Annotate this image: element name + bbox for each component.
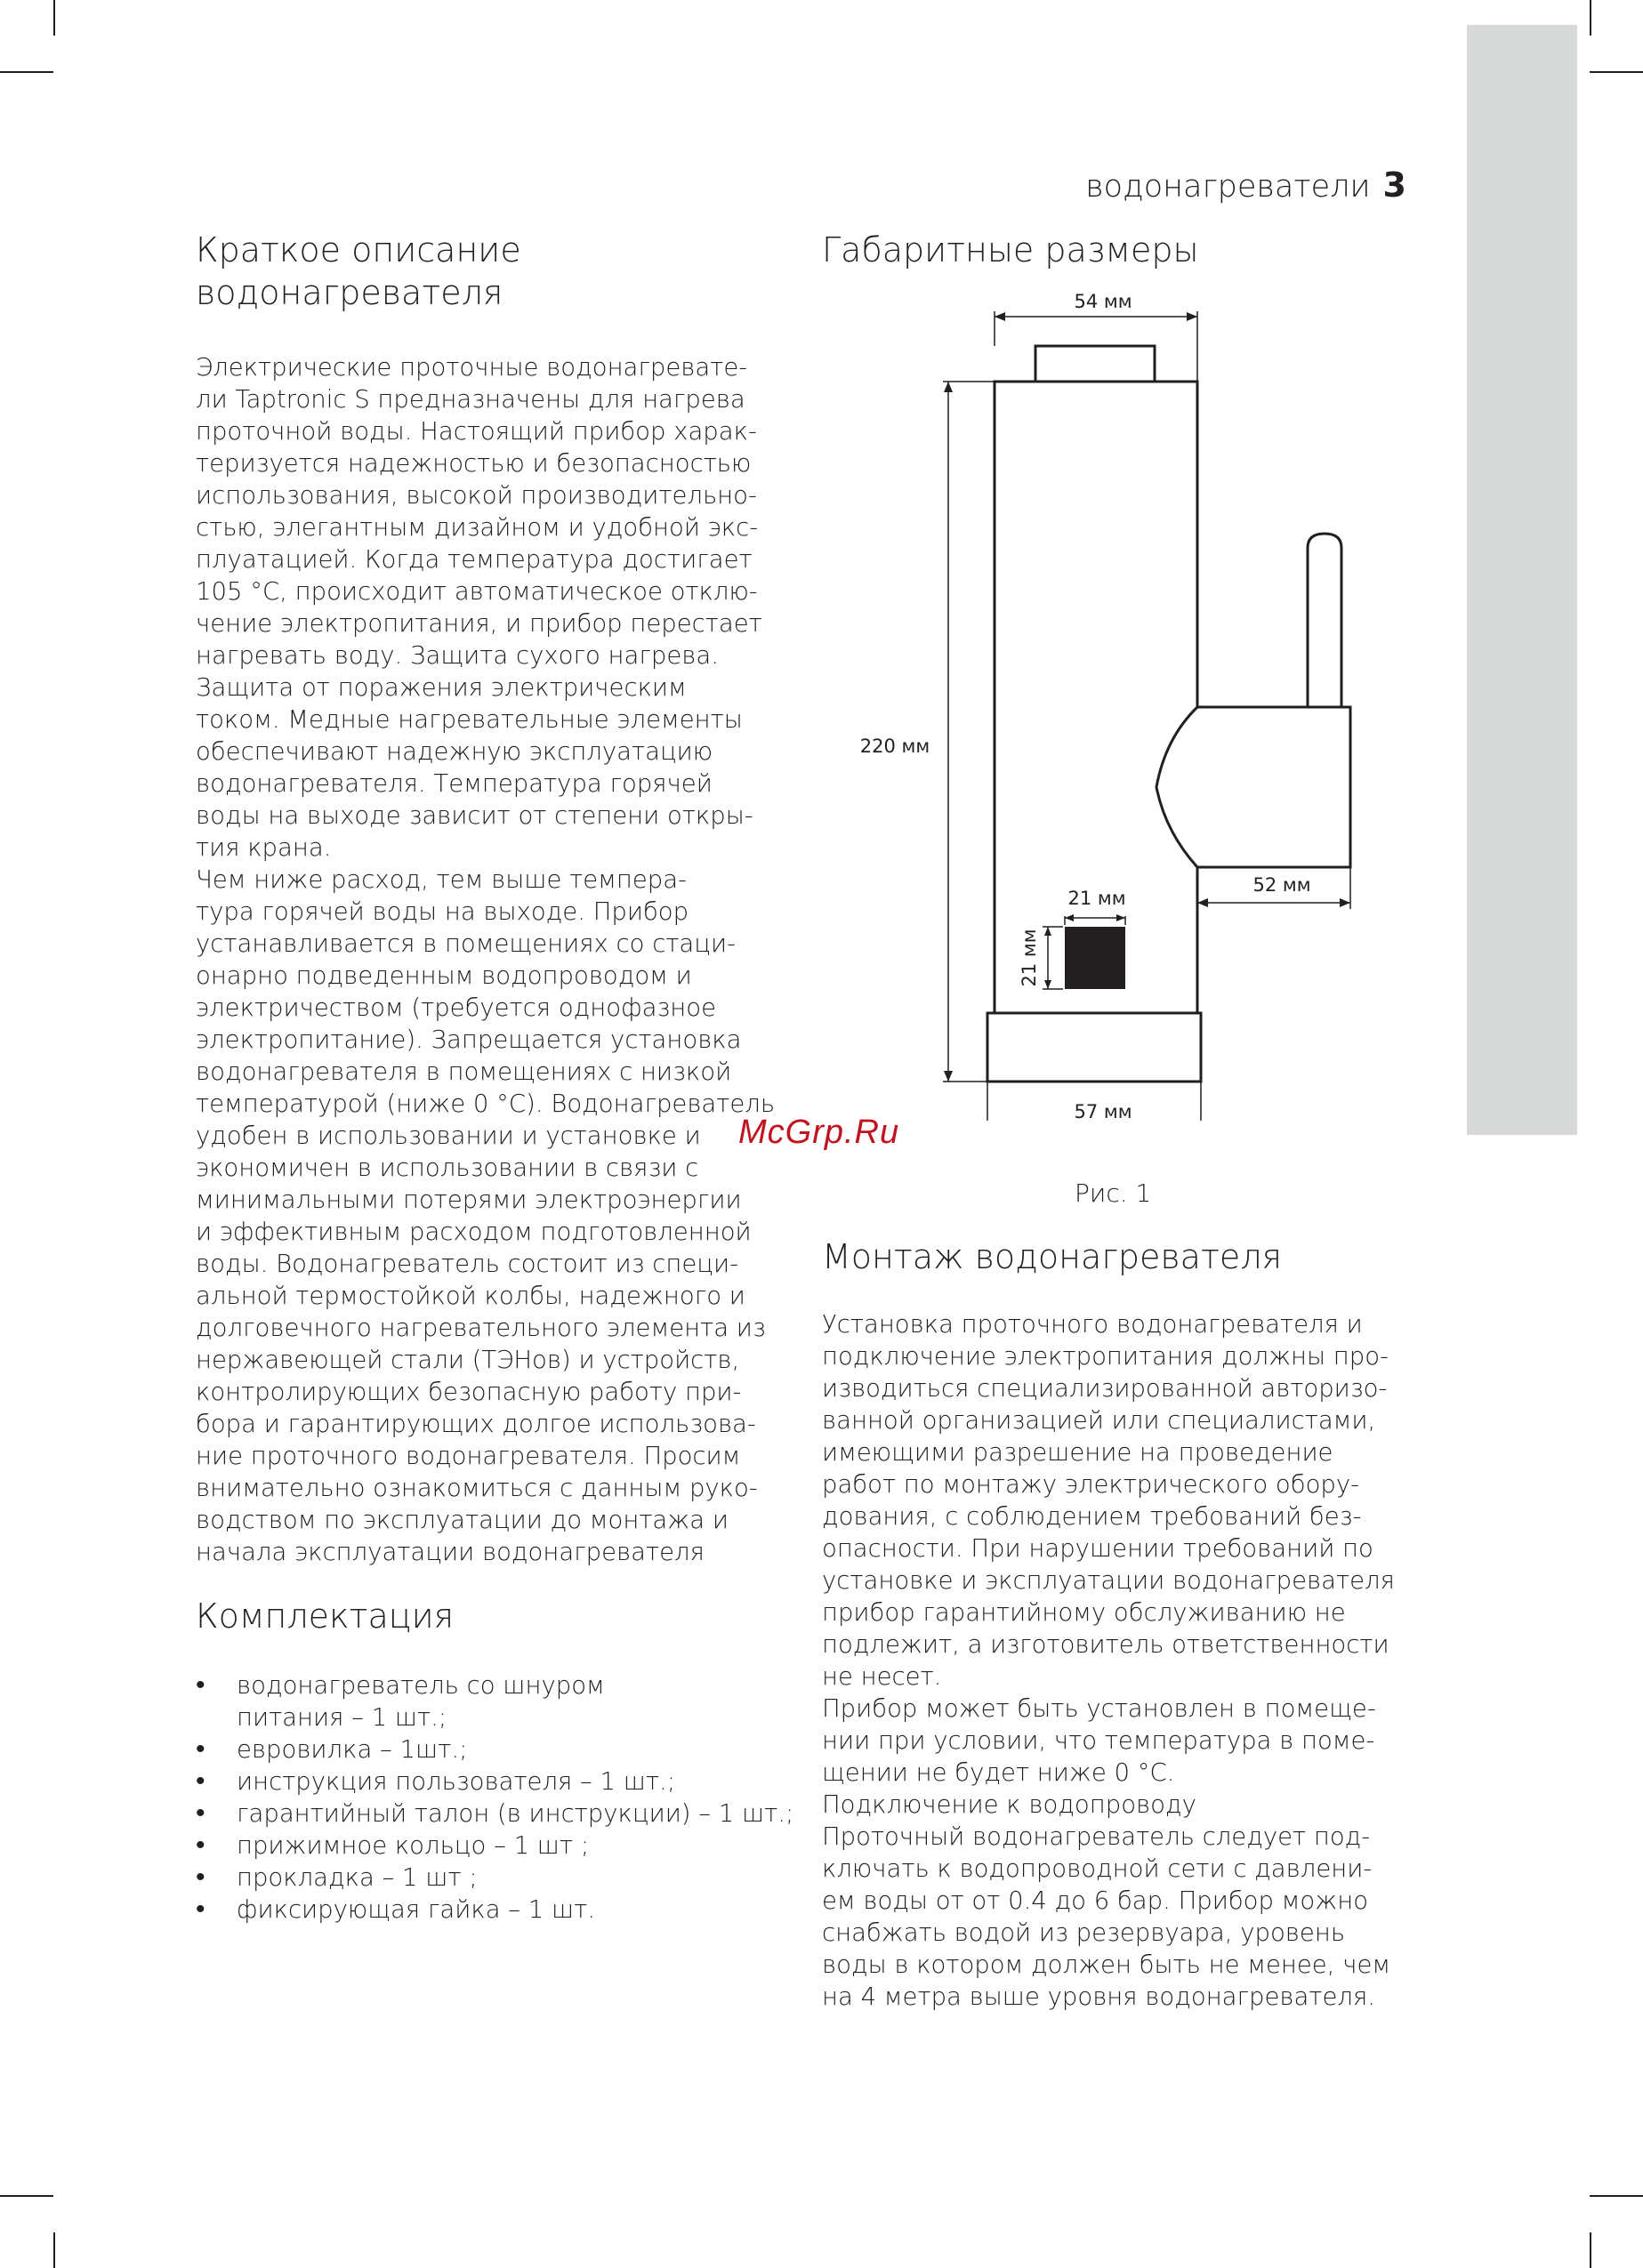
crop-mark <box>0 2195 53 2197</box>
description-body <box>196 351 809 1568</box>
display-height-label: 21 мм <box>1019 929 1040 987</box>
dimensions-section <box>822 229 1418 271</box>
text-line: проточной воды. Настоящий прибор харак- <box>196 417 757 446</box>
kit-item-text: • прижимное кольцо – 1 шт ; <box>237 1831 590 1860</box>
kit-item-text: • водонагреватель со шнуром <box>237 1671 605 1700</box>
kit-list <box>196 1669 809 1926</box>
crop-mark <box>1590 71 1643 73</box>
kit-item-text: • евровилка – 1шт.; <box>237 1735 468 1764</box>
section-name: водонагреватели <box>1085 169 1371 205</box>
display-square <box>1065 927 1125 989</box>
text-line: Защита от поражения электрическим <box>196 673 687 702</box>
installation-body <box>822 1308 1418 2013</box>
text-line: не несет. <box>822 1662 942 1691</box>
text-line: воды. Водонагреватель состоит из специ- <box>196 1250 739 1278</box>
section-tab <box>1467 25 1577 1135</box>
spout-body <box>1156 707 1350 867</box>
description-section <box>196 229 809 1568</box>
description-title: Краткое описание водонагревателя <box>196 230 521 312</box>
spout-pipe <box>1308 534 1341 707</box>
text-line: устанавливается в помещениях со стаци- <box>196 929 737 958</box>
text-line: водством по эксплуатации до монтажа и <box>196 1506 729 1534</box>
kit-item <box>196 1669 809 1733</box>
kit-item-text: питания – 1 шт.; <box>237 1703 447 1732</box>
kit-item <box>196 1830 809 1862</box>
text-line: Проточный водонагреватель следует под- <box>822 1822 1371 1851</box>
dimensions-title: Габаритные размеры <box>822 230 1199 269</box>
text-line: Чем ниже расход, тем выше темпера- <box>196 865 688 894</box>
top-cap <box>1035 346 1155 382</box>
text-line: Электрические проточные водонагревате- <box>196 353 748 382</box>
text-line: электропитание). Запрещается установка <box>196 1025 742 1054</box>
text-line: температурой (ниже 0 °С). Водонагреватель <box>196 1090 776 1118</box>
text-line: начала эксплуатации водонагревателя <box>196 1538 705 1566</box>
kit-title: Комплектация <box>196 1596 455 1636</box>
text-line: внимательно ознакомиться с данным руко- <box>196 1474 758 1502</box>
text-line: нагревать воду. Защита сухого нагрева. <box>196 641 719 670</box>
text-line: подлежит, а изготовитель ответственности <box>822 1630 1389 1659</box>
heater-base <box>987 1013 1201 1082</box>
text-line: бора и гарантирующих долгое использова- <box>196 1410 756 1438</box>
crop-mark <box>0 71 53 73</box>
text-line: щении не будет ниже 0 °С. <box>822 1758 1175 1787</box>
text-line: Установка проточного водонагревателя и <box>822 1310 1363 1339</box>
text-line: работ по монтажу электрического обору- <box>822 1470 1360 1499</box>
text-line: Прибор может быть установлен в помеще- <box>822 1694 1376 1723</box>
text-line: теризуется надежностью и безопасностью <box>196 449 752 478</box>
text-line: и эффективным расходом подготовленной <box>196 1218 752 1246</box>
text-line: плуатацией. Когда температура достигает <box>196 545 753 574</box>
crop-mark <box>1590 0 1591 36</box>
text-line: обеспечивают надежную эксплуатацию <box>196 737 713 766</box>
watermark: McGrp.Ru <box>738 1114 900 1151</box>
dimensions-figure <box>836 285 1370 1121</box>
crop-mark <box>1590 2195 1643 2197</box>
kit-item <box>196 1765 809 1798</box>
text-line: воды на выходе зависит от степени откры- <box>196 801 753 830</box>
text-line: ванной организацией или специалистами, <box>822 1406 1376 1435</box>
text-line: долговечного нагревательного элемента из <box>196 1314 766 1342</box>
width-base-label: 57 мм <box>1074 1101 1132 1121</box>
text-line: ние проточного водонагревателя. Просим <box>196 1442 741 1470</box>
text-line: изводиться специализированной авторизо- <box>822 1374 1388 1403</box>
text-line: удобен в использовании и установке и <box>196 1122 701 1150</box>
text-line: контролирующих безопасную работу при- <box>196 1378 742 1406</box>
text-line: ключать к водопроводной сети с давлени- <box>822 1854 1373 1883</box>
text-line: водонагревателя. Температура горячей <box>196 769 713 798</box>
text-line: экономичен в использовании в связи с <box>196 1154 699 1182</box>
installation-section <box>822 1235 1418 2013</box>
display-width-label: 21 мм <box>1067 888 1126 909</box>
text-line: током. Медные нагревательные элементы <box>196 705 743 734</box>
text-line: тия крана. <box>196 833 332 862</box>
text-line: использования, высокой производительно- <box>196 481 757 510</box>
text-line: Подключение к водопроводу <box>822 1790 1196 1819</box>
text-line: стью, элегантным дизайном и удобной экс- <box>196 513 759 542</box>
text-line: альной термостойкой колбы, надежного и <box>196 1282 745 1310</box>
text-line: нии при условии, что температура в поме- <box>822 1726 1375 1755</box>
kit-item <box>196 1798 809 1830</box>
text-line: онарно подведенным водопроводом и <box>196 961 692 990</box>
text-line: снабжать водой из резервуара, уровень <box>822 1918 1346 1947</box>
text-line: установке и эксплуатации водонагревателя <box>822 1566 1395 1595</box>
text-line: водонагревателя в помещениях с низкой <box>196 1058 732 1086</box>
page-number: 3 <box>1382 165 1406 205</box>
height-label: 220 мм <box>859 736 930 757</box>
kit-item-text: • гарантийный талон (в инструкции) – 1 шт.; <box>237 1799 794 1828</box>
kit-item-text: • фиксирующая гайка – 1 шт. <box>237 1895 596 1924</box>
text-line: воды в котором должен быть не менее, чем <box>822 1950 1391 1979</box>
text-line: тура горячей воды на выходе. Прибор <box>196 897 689 926</box>
figure-caption: Рис. 1 <box>1075 1178 1152 1208</box>
text-line: 105 °С, происходит автоматическое отклю- <box>196 577 758 606</box>
text-line: прибор гарантийному обслуживанию не <box>822 1598 1346 1627</box>
kit-section <box>196 1595 809 1926</box>
text-line: дования, с соблюдением требований без- <box>822 1502 1362 1531</box>
crop-mark <box>53 0 55 36</box>
text-line: опасности. При нарушении требований по <box>822 1534 1373 1563</box>
crop-mark <box>53 2232 55 2268</box>
text-line: подключение электропитания должны про- <box>822 1342 1389 1371</box>
kit-item <box>196 1894 809 1926</box>
kit-item-text: • прокладка – 1 шт ; <box>237 1863 478 1892</box>
running-header <box>1085 165 1406 205</box>
text-line: ли Taptronic S предназначены для нагрева <box>196 385 745 414</box>
text-line: имеющими разрешение на проведение <box>822 1438 1333 1467</box>
text-line: ем воды от от 0.4 до 6 бар. Прибор можно <box>822 1886 1369 1915</box>
text-line: минимальными потерями электроэнергии <box>196 1186 742 1214</box>
installation-title: Монтаж водонагревателя <box>822 1237 1282 1276</box>
text-line: на 4 метра выше уровня водонагревателя. <box>822 1982 1375 2011</box>
text-line: чение электропитания, и прибор перестает <box>196 609 762 638</box>
kit-item <box>196 1862 809 1894</box>
kit-item-text: • инструкция пользователя – 1 шт.; <box>237 1767 676 1796</box>
text-line: электричеством (требуется однофазное <box>196 993 717 1022</box>
crop-mark <box>1590 2232 1591 2268</box>
text-line: нержавеющей стали (ТЭНов) и устройств, <box>196 1346 740 1374</box>
width-top-label: 54 мм <box>1074 291 1132 312</box>
spout-depth-label: 52 мм <box>1252 874 1311 896</box>
kit-item <box>196 1733 809 1765</box>
